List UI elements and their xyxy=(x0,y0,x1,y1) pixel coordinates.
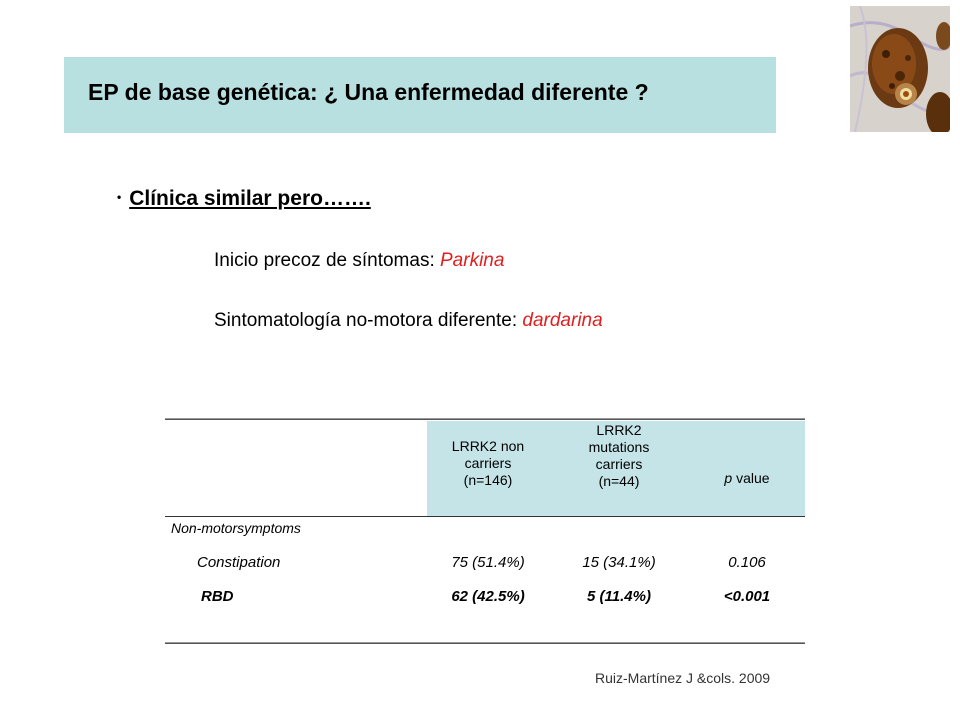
table-top-rule xyxy=(165,418,805,420)
subpoint-nonmotor-highlight: dardarina xyxy=(522,310,603,331)
row-rbd-carriers: 5 (11.4%) xyxy=(587,588,651,605)
bullet-text: Clínica similar pero……. xyxy=(129,187,371,210)
results-table xyxy=(165,418,805,646)
header-p-value xyxy=(689,470,805,487)
histology-image xyxy=(850,6,950,132)
slide-title: EP de base genética: ¿ Una enfermedad diferente ? xyxy=(88,79,649,105)
subpoint-nonmotor xyxy=(214,310,603,332)
row-constipation-non-carriers: 75 (51.4%) xyxy=(451,554,525,571)
header-carriers-line1: LRRK2 xyxy=(596,422,642,438)
subpoint-nonmotor-text: Sintomatología no-motora diferente: xyxy=(214,310,523,331)
citation: Ruiz-Martínez J &cols. 2009 xyxy=(595,670,771,686)
subpoint-onset-text: Inicio precoz de síntomas: xyxy=(214,250,440,271)
header-p-rest: value xyxy=(732,470,770,486)
bullet-icon: • xyxy=(117,190,122,205)
row-rbd-non-carriers: 62 (42.5%) xyxy=(451,588,525,605)
header-non-carriers-line2: carriers xyxy=(464,455,512,471)
bullet-point xyxy=(117,187,371,211)
title-banner xyxy=(64,57,776,133)
header-non-carriers-line3: (n=146) xyxy=(463,472,513,488)
row-constipation-carriers: 15 (34.1%) xyxy=(582,554,656,571)
header-carriers-line3: carriers xyxy=(595,456,643,472)
row-rbd-label: RBD xyxy=(201,588,234,605)
header-non-carriers-line1: LRRK2 non xyxy=(451,438,525,454)
row-constipation-p: 0.106 xyxy=(728,554,766,571)
section-label-nonmotor: Non-motorsymptoms xyxy=(171,520,301,536)
table-header-rule xyxy=(165,516,805,517)
row-constipation-label: Constipation xyxy=(197,554,281,571)
header-carriers xyxy=(549,422,689,490)
header-carriers-line4: (n=44) xyxy=(598,473,640,489)
subpoint-onset xyxy=(214,250,504,272)
header-carriers-line2: mutations xyxy=(588,439,650,455)
row-rbd-p: <0.001 xyxy=(723,588,771,605)
header-non-carriers xyxy=(427,438,549,489)
subpoint-onset-highlight: Parkina xyxy=(440,250,505,271)
header-p-italic: p xyxy=(724,470,733,486)
table-bottom-rule xyxy=(165,642,805,644)
